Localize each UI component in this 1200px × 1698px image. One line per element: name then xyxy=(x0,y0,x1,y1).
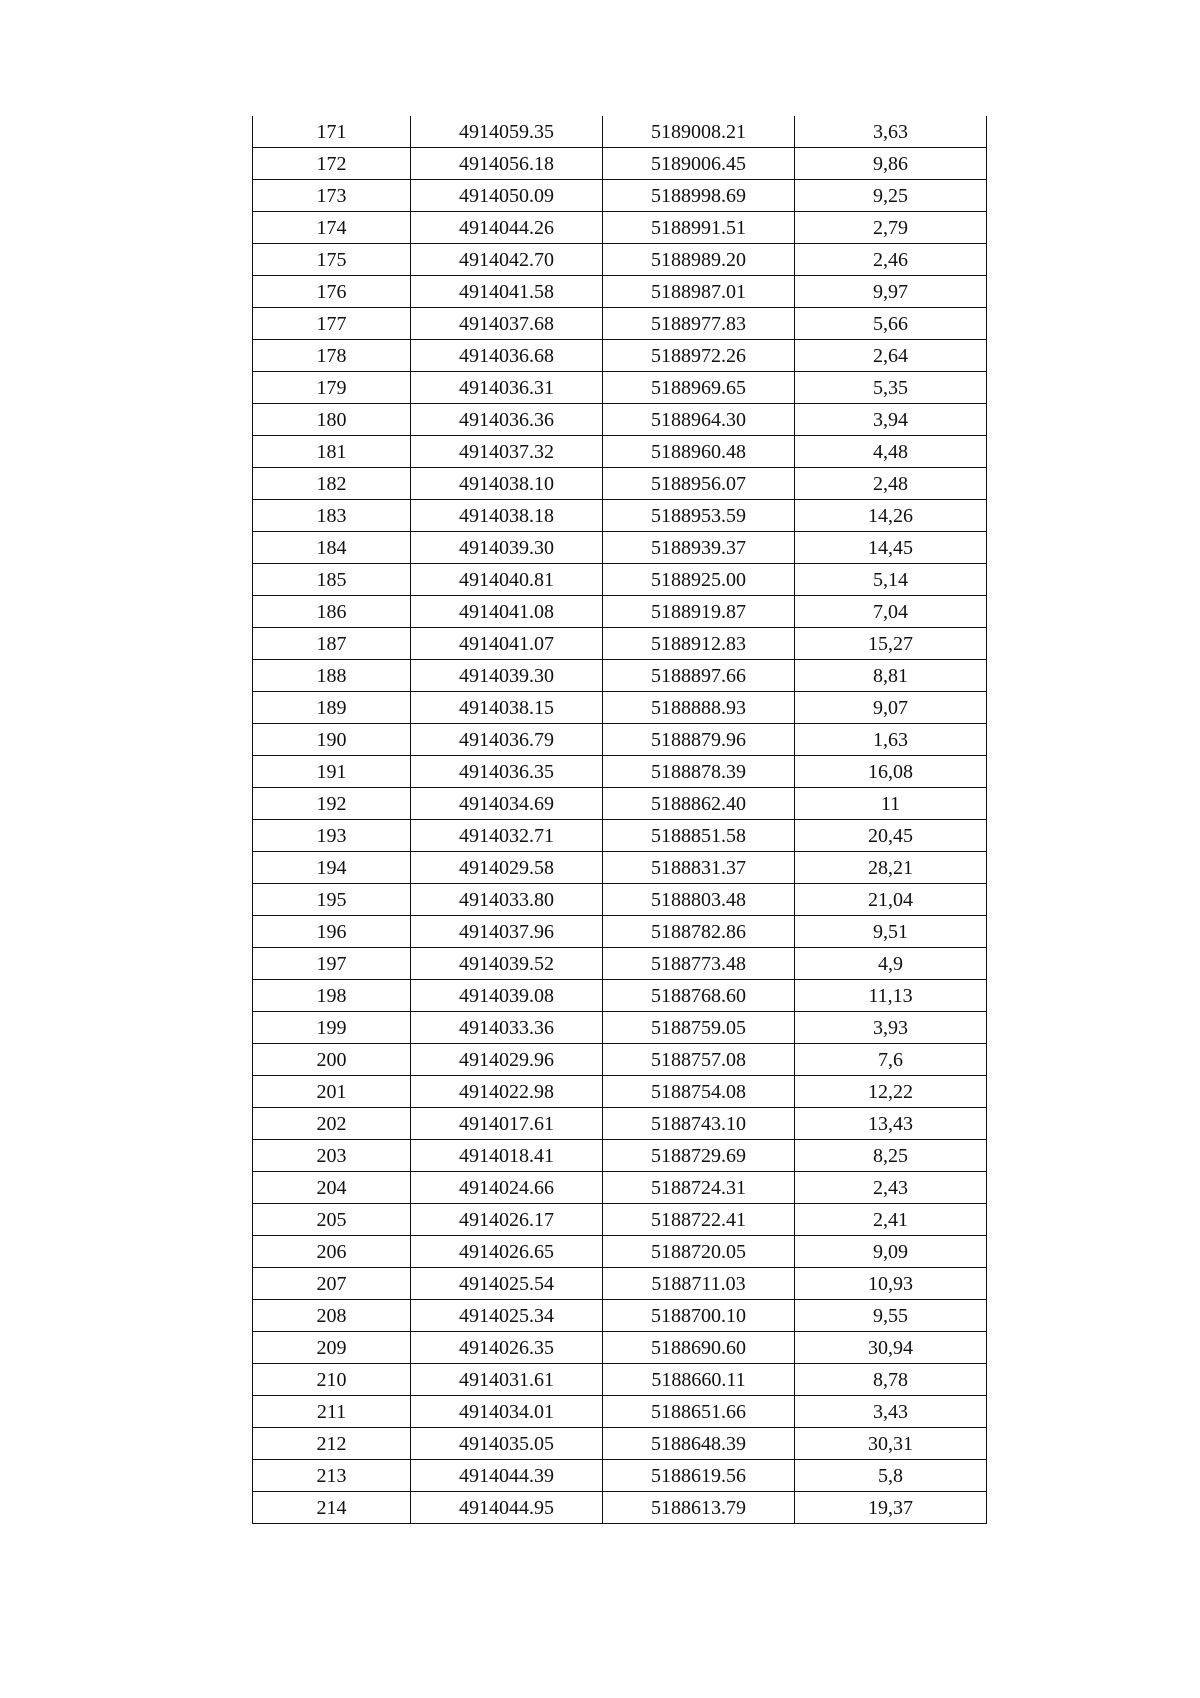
y-coordinate-cell: 5188711.03 xyxy=(603,1268,795,1300)
x-coordinate-cell: 4914036.31 xyxy=(411,372,603,404)
distance-cell: 14,26 xyxy=(795,500,987,532)
point-number-cell: 210 xyxy=(253,1364,411,1396)
x-coordinate-cell: 4914026.35 xyxy=(411,1332,603,1364)
table-row xyxy=(253,1140,987,1172)
x-coordinate-cell: 4914029.58 xyxy=(411,852,603,884)
table-row xyxy=(253,212,987,244)
x-coordinate-cell: 4914037.32 xyxy=(411,436,603,468)
x-coordinate-cell: 4914059.35 xyxy=(411,116,603,148)
y-coordinate-cell: 5188851.58 xyxy=(603,820,795,852)
point-number-cell: 180 xyxy=(253,404,411,436)
y-coordinate-cell: 5188953.59 xyxy=(603,500,795,532)
point-number-cell: 207 xyxy=(253,1268,411,1300)
y-coordinate-cell: 5189006.45 xyxy=(603,148,795,180)
y-coordinate-cell: 5188956.07 xyxy=(603,468,795,500)
coordinates-table xyxy=(252,116,987,1524)
x-coordinate-cell: 4914039.30 xyxy=(411,660,603,692)
x-coordinate-cell: 4914036.68 xyxy=(411,340,603,372)
y-coordinate-cell: 5188912.83 xyxy=(603,628,795,660)
x-coordinate-cell: 4914039.08 xyxy=(411,980,603,1012)
distance-cell: 7,6 xyxy=(795,1044,987,1076)
distance-cell: 15,27 xyxy=(795,628,987,660)
distance-cell: 5,66 xyxy=(795,308,987,340)
point-number-cell: 214 xyxy=(253,1492,411,1524)
point-number-cell: 205 xyxy=(253,1204,411,1236)
point-number-cell: 178 xyxy=(253,340,411,372)
table-row xyxy=(253,468,987,500)
x-coordinate-cell: 4914026.17 xyxy=(411,1204,603,1236)
table-row xyxy=(253,1460,987,1492)
table-row xyxy=(253,1076,987,1108)
point-number-cell: 174 xyxy=(253,212,411,244)
x-coordinate-cell: 4914031.61 xyxy=(411,1364,603,1396)
distance-cell: 30,31 xyxy=(795,1428,987,1460)
point-number-cell: 194 xyxy=(253,852,411,884)
table-row xyxy=(253,788,987,820)
x-coordinate-cell: 4914036.35 xyxy=(411,756,603,788)
distance-cell: 8,78 xyxy=(795,1364,987,1396)
table-row xyxy=(253,884,987,916)
y-coordinate-cell: 5188879.96 xyxy=(603,724,795,756)
point-number-cell: 181 xyxy=(253,436,411,468)
table-row xyxy=(253,948,987,980)
x-coordinate-cell: 4914044.26 xyxy=(411,212,603,244)
distance-cell: 12,22 xyxy=(795,1076,987,1108)
point-number-cell: 201 xyxy=(253,1076,411,1108)
x-coordinate-cell: 4914034.01 xyxy=(411,1396,603,1428)
x-coordinate-cell: 4914026.65 xyxy=(411,1236,603,1268)
x-coordinate-cell: 4914038.15 xyxy=(411,692,603,724)
y-coordinate-cell: 5188757.08 xyxy=(603,1044,795,1076)
y-coordinate-cell: 5188722.41 xyxy=(603,1204,795,1236)
distance-cell: 2,64 xyxy=(795,340,987,372)
point-number-cell: 187 xyxy=(253,628,411,660)
table-row xyxy=(253,1268,987,1300)
x-coordinate-cell: 4914039.52 xyxy=(411,948,603,980)
x-coordinate-cell: 4914037.96 xyxy=(411,916,603,948)
x-coordinate-cell: 4914039.30 xyxy=(411,532,603,564)
point-number-cell: 195 xyxy=(253,884,411,916)
y-coordinate-cell: 5188925.00 xyxy=(603,564,795,596)
x-coordinate-cell: 4914029.96 xyxy=(411,1044,603,1076)
table-row xyxy=(253,276,987,308)
y-coordinate-cell: 5188972.26 xyxy=(603,340,795,372)
table-row xyxy=(253,436,987,468)
distance-cell: 1,63 xyxy=(795,724,987,756)
point-number-cell: 184 xyxy=(253,532,411,564)
point-number-cell: 200 xyxy=(253,1044,411,1076)
x-coordinate-cell: 4914035.05 xyxy=(411,1428,603,1460)
x-coordinate-cell: 4914041.07 xyxy=(411,628,603,660)
y-coordinate-cell: 5188991.51 xyxy=(603,212,795,244)
point-number-cell: 208 xyxy=(253,1300,411,1332)
y-coordinate-cell: 5188700.10 xyxy=(603,1300,795,1332)
distance-cell: 20,45 xyxy=(795,820,987,852)
point-number-cell: 172 xyxy=(253,148,411,180)
point-number-cell: 189 xyxy=(253,692,411,724)
x-coordinate-cell: 4914041.58 xyxy=(411,276,603,308)
point-number-cell: 203 xyxy=(253,1140,411,1172)
table-row xyxy=(253,1236,987,1268)
y-coordinate-cell: 5188831.37 xyxy=(603,852,795,884)
y-coordinate-cell: 5188660.11 xyxy=(603,1364,795,1396)
point-number-cell: 192 xyxy=(253,788,411,820)
distance-cell: 9,55 xyxy=(795,1300,987,1332)
table-row xyxy=(253,820,987,852)
x-coordinate-cell: 4914042.70 xyxy=(411,244,603,276)
distance-cell: 3,63 xyxy=(795,116,987,148)
point-number-cell: 202 xyxy=(253,1108,411,1140)
x-coordinate-cell: 4914022.98 xyxy=(411,1076,603,1108)
distance-cell: 9,51 xyxy=(795,916,987,948)
table-row xyxy=(253,1300,987,1332)
table-row xyxy=(253,916,987,948)
distance-cell: 21,04 xyxy=(795,884,987,916)
x-coordinate-cell: 4914033.36 xyxy=(411,1012,603,1044)
x-coordinate-cell: 4914025.54 xyxy=(411,1268,603,1300)
point-number-cell: 186 xyxy=(253,596,411,628)
table-row xyxy=(253,1204,987,1236)
distance-cell: 28,21 xyxy=(795,852,987,884)
table-row xyxy=(253,1332,987,1364)
distance-cell: 4,48 xyxy=(795,436,987,468)
table-row xyxy=(253,852,987,884)
table-row xyxy=(253,340,987,372)
x-coordinate-cell: 4914033.80 xyxy=(411,884,603,916)
x-coordinate-cell: 4914044.95 xyxy=(411,1492,603,1524)
point-number-cell: 197 xyxy=(253,948,411,980)
point-number-cell: 176 xyxy=(253,276,411,308)
point-number-cell: 206 xyxy=(253,1236,411,1268)
table-row xyxy=(253,1012,987,1044)
y-coordinate-cell: 5188782.86 xyxy=(603,916,795,948)
point-number-cell: 179 xyxy=(253,372,411,404)
x-coordinate-cell: 4914025.34 xyxy=(411,1300,603,1332)
x-coordinate-cell: 4914032.71 xyxy=(411,820,603,852)
y-coordinate-cell: 5188878.39 xyxy=(603,756,795,788)
x-coordinate-cell: 4914036.79 xyxy=(411,724,603,756)
y-coordinate-cell: 5189008.21 xyxy=(603,116,795,148)
distance-cell: 3,94 xyxy=(795,404,987,436)
point-number-cell: 191 xyxy=(253,756,411,788)
distance-cell: 2,79 xyxy=(795,212,987,244)
distance-cell: 2,43 xyxy=(795,1172,987,1204)
table-row xyxy=(253,724,987,756)
distance-cell: 13,43 xyxy=(795,1108,987,1140)
point-number-cell: 182 xyxy=(253,468,411,500)
distance-cell: 2,48 xyxy=(795,468,987,500)
point-number-cell: 211 xyxy=(253,1396,411,1428)
point-number-cell: 213 xyxy=(253,1460,411,1492)
distance-cell: 8,25 xyxy=(795,1140,987,1172)
y-coordinate-cell: 5188888.93 xyxy=(603,692,795,724)
distance-cell: 5,8 xyxy=(795,1460,987,1492)
distance-cell: 30,94 xyxy=(795,1332,987,1364)
x-coordinate-cell: 4914038.18 xyxy=(411,500,603,532)
distance-cell: 9,09 xyxy=(795,1236,987,1268)
distance-cell: 14,45 xyxy=(795,532,987,564)
y-coordinate-cell: 5188989.20 xyxy=(603,244,795,276)
table-row xyxy=(253,244,987,276)
y-coordinate-cell: 5188919.87 xyxy=(603,596,795,628)
table-row xyxy=(253,116,987,148)
distance-cell: 9,97 xyxy=(795,276,987,308)
y-coordinate-cell: 5188619.56 xyxy=(603,1460,795,1492)
distance-cell: 5,35 xyxy=(795,372,987,404)
y-coordinate-cell: 5188648.39 xyxy=(603,1428,795,1460)
point-number-cell: 196 xyxy=(253,916,411,948)
table-row xyxy=(253,500,987,532)
y-coordinate-cell: 5188998.69 xyxy=(603,180,795,212)
y-coordinate-cell: 5188720.05 xyxy=(603,1236,795,1268)
point-number-cell: 190 xyxy=(253,724,411,756)
table-row xyxy=(253,404,987,436)
y-coordinate-cell: 5188743.10 xyxy=(603,1108,795,1140)
point-number-cell: 188 xyxy=(253,660,411,692)
coordinates-table-body xyxy=(253,116,987,1524)
y-coordinate-cell: 5188977.83 xyxy=(603,308,795,340)
table-row xyxy=(253,1044,987,1076)
table-row xyxy=(253,980,987,1012)
table-row xyxy=(253,1428,987,1460)
x-coordinate-cell: 4914044.39 xyxy=(411,1460,603,1492)
y-coordinate-cell: 5188969.65 xyxy=(603,372,795,404)
table-row xyxy=(253,148,987,180)
table-row xyxy=(253,1396,987,1428)
table-row xyxy=(253,1492,987,1524)
x-coordinate-cell: 4914018.41 xyxy=(411,1140,603,1172)
distance-cell: 9,86 xyxy=(795,148,987,180)
table-row xyxy=(253,596,987,628)
distance-cell: 19,37 xyxy=(795,1492,987,1524)
point-number-cell: 183 xyxy=(253,500,411,532)
y-coordinate-cell: 5188690.60 xyxy=(603,1332,795,1364)
point-number-cell: 175 xyxy=(253,244,411,276)
y-coordinate-cell: 5188939.37 xyxy=(603,532,795,564)
x-coordinate-cell: 4914036.36 xyxy=(411,404,603,436)
distance-cell: 8,81 xyxy=(795,660,987,692)
y-coordinate-cell: 5188729.69 xyxy=(603,1140,795,1172)
x-coordinate-cell: 4914038.10 xyxy=(411,468,603,500)
table-row xyxy=(253,628,987,660)
x-coordinate-cell: 4914041.08 xyxy=(411,596,603,628)
y-coordinate-cell: 5188803.48 xyxy=(603,884,795,916)
point-number-cell: 198 xyxy=(253,980,411,1012)
distance-cell: 2,41 xyxy=(795,1204,987,1236)
y-coordinate-cell: 5188773.48 xyxy=(603,948,795,980)
y-coordinate-cell: 5188759.05 xyxy=(603,1012,795,1044)
point-number-cell: 171 xyxy=(253,116,411,148)
distance-cell: 5,14 xyxy=(795,564,987,596)
y-coordinate-cell: 5188960.48 xyxy=(603,436,795,468)
point-number-cell: 177 xyxy=(253,308,411,340)
y-coordinate-cell: 5188768.60 xyxy=(603,980,795,1012)
x-coordinate-cell: 4914037.68 xyxy=(411,308,603,340)
table-row xyxy=(253,756,987,788)
x-coordinate-cell: 4914050.09 xyxy=(411,180,603,212)
point-number-cell: 193 xyxy=(253,820,411,852)
point-number-cell: 204 xyxy=(253,1172,411,1204)
table-row xyxy=(253,1364,987,1396)
distance-cell: 3,93 xyxy=(795,1012,987,1044)
x-coordinate-cell: 4914034.69 xyxy=(411,788,603,820)
point-number-cell: 209 xyxy=(253,1332,411,1364)
y-coordinate-cell: 5188987.01 xyxy=(603,276,795,308)
y-coordinate-cell: 5188964.30 xyxy=(603,404,795,436)
table-row xyxy=(253,1172,987,1204)
distance-cell: 9,25 xyxy=(795,180,987,212)
distance-cell: 16,08 xyxy=(795,756,987,788)
y-coordinate-cell: 5188613.79 xyxy=(603,1492,795,1524)
table-row xyxy=(253,532,987,564)
point-number-cell: 173 xyxy=(253,180,411,212)
distance-cell: 3,43 xyxy=(795,1396,987,1428)
y-coordinate-cell: 5188651.66 xyxy=(603,1396,795,1428)
y-coordinate-cell: 5188724.31 xyxy=(603,1172,795,1204)
y-coordinate-cell: 5188897.66 xyxy=(603,660,795,692)
table-row xyxy=(253,660,987,692)
distance-cell: 4,9 xyxy=(795,948,987,980)
distance-cell: 11 xyxy=(795,788,987,820)
distance-cell: 11,13 xyxy=(795,980,987,1012)
distance-cell: 2,46 xyxy=(795,244,987,276)
table-row xyxy=(253,308,987,340)
y-coordinate-cell: 5188754.08 xyxy=(603,1076,795,1108)
table-row xyxy=(253,564,987,596)
x-coordinate-cell: 4914017.61 xyxy=(411,1108,603,1140)
y-coordinate-cell: 5188862.40 xyxy=(603,788,795,820)
table-row xyxy=(253,372,987,404)
x-coordinate-cell: 4914040.81 xyxy=(411,564,603,596)
point-number-cell: 199 xyxy=(253,1012,411,1044)
table-row xyxy=(253,692,987,724)
distance-cell: 7,04 xyxy=(795,596,987,628)
table-row xyxy=(253,1108,987,1140)
table-row xyxy=(253,180,987,212)
distance-cell: 10,93 xyxy=(795,1268,987,1300)
point-number-cell: 212 xyxy=(253,1428,411,1460)
distance-cell: 9,07 xyxy=(795,692,987,724)
x-coordinate-cell: 4914056.18 xyxy=(411,148,603,180)
x-coordinate-cell: 4914024.66 xyxy=(411,1172,603,1204)
point-number-cell: 185 xyxy=(253,564,411,596)
